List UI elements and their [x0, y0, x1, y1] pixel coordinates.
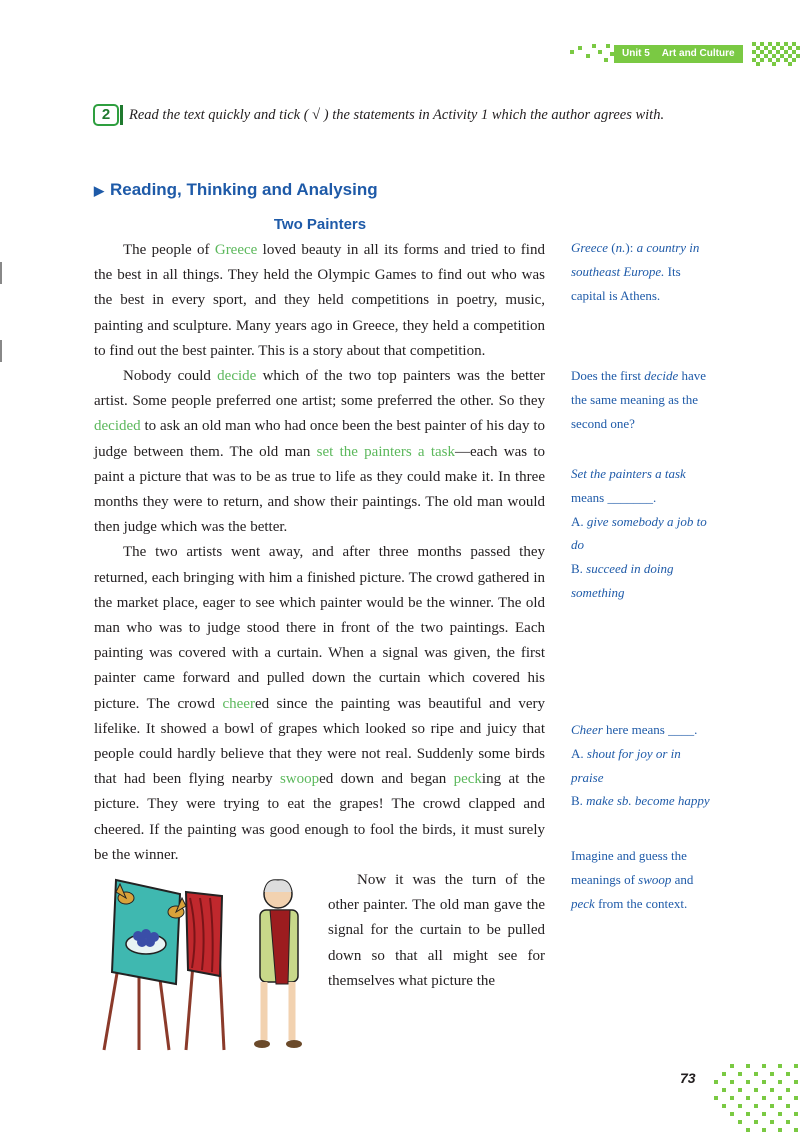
reading-title: Two Painters — [273, 216, 367, 233]
note-cheer — [571, 718, 716, 813]
unit-tag — [614, 45, 743, 63]
text-run: loved beauty in all its forms and tried to find the best in all things. They held the Olympic Games to find out who was the best in every sport, and they held competitions in poetry, music, painting and sculpture. Many years ago in Greece, they held a competition to find out the best painter. This is a story about that competition. — [94, 242, 545, 359]
paragraph-3 — [94, 540, 545, 868]
option-label: A. — [571, 745, 584, 761]
note-definition: a country in southeast Europe. — [571, 240, 700, 279]
margin-mark — [0, 262, 2, 284]
note-text: means _______. — [571, 489, 657, 505]
note-text: here means ____. — [606, 722, 698, 737]
note-word: swoop — [638, 871, 672, 887]
option-label: A. — [571, 513, 584, 529]
note-greece-text: Greece (n.): a country in southeast Europe. Its capital is Athens. — [571, 240, 700, 303]
text-run: Now it was the turn of the other painter. The old man gave the signal for the curtain to be pulled down so that all might see for themselves what picture the — [328, 872, 545, 989]
reading-body — [94, 238, 545, 1054]
note-cheer-question — [571, 718, 716, 742]
note-term: Set the painters a task — [571, 466, 686, 481]
section-heading — [94, 180, 378, 200]
option-label: B. — [571, 561, 583, 577]
text-run: The two artists went away, and after three months passed they returned, each bringing with him a finished picture. The crowd gathered in the market place, eager to see which painter would be the winner. The old man who was to judge stood there in front of the two paintings. Each painting was covered with a curtain. When a signal was given, the first painter came forward and pulled down the curtain which covered his picture. The crowd — [94, 544, 545, 712]
glossed-word-greece: Greece — [214, 242, 258, 258]
note-swoop-peck — [571, 844, 716, 915]
unit-title: Art and Culture — [661, 48, 735, 59]
note-term: Greece — [571, 240, 609, 255]
note-text: Does the first — [571, 368, 645, 383]
text-run: Nobody could — [123, 368, 218, 385]
option-text: make sb. become happy — [586, 793, 710, 809]
note-decide-text — [571, 364, 716, 435]
note-text: from the context. — [594, 895, 688, 911]
note-task-option-b — [571, 557, 716, 605]
text-run: which of the two top painters was the better artist. Some people preferred one artist; some preferred the other. So they — [94, 368, 545, 410]
paragraph-1 — [94, 238, 545, 364]
glossed-word-decided: decided — [94, 418, 141, 435]
option-label: B. — [571, 793, 583, 809]
glossed-word-cheer: cheer — [222, 695, 255, 712]
option-text: shout for joy or in praise — [571, 745, 681, 785]
text-run: to ask an old man who had once been the best painter of his day to judge between them. The old man — [94, 418, 545, 460]
glossed-phrase-set-a-task: set the painters a task — [316, 443, 455, 460]
note-set-a-task — [571, 462, 716, 605]
note-term: Cheer — [571, 722, 603, 737]
painters-illustration — [94, 872, 320, 1054]
activity-divider — [120, 105, 123, 125]
unit-label: Unit 5 — [622, 48, 650, 59]
note-pos: n. — [615, 240, 626, 255]
text-run: ed down and began — [319, 771, 454, 788]
glossed-word-decide: decide — [217, 368, 257, 385]
note-task-option-a — [571, 510, 716, 558]
note-greece — [571, 236, 716, 307]
text-run: —each was to paint a picture that was to be as true to life as they could make it. In three months they were to return, and show their paintings. The old man would then judge which was the better. — [94, 443, 545, 536]
option-text: succeed in doing something — [571, 561, 674, 600]
note-extra: Its capital is Athens. — [571, 263, 681, 303]
text-run: ing at the picture. They were trying to eat the grapes! The crowd clapped and cheered. If the painting was good enough to fool the birds, it must surely be the winner. — [94, 771, 545, 863]
note-cheer-option-a — [571, 742, 716, 790]
page-number: 73 — [680, 1070, 696, 1086]
text-run: The people of — [123, 242, 215, 258]
note-text: Imagine and guess the meanings of — [571, 848, 687, 887]
section-heading-text: Reading, Thinking and Analysing — [110, 180, 378, 199]
note-text: and — [671, 871, 694, 887]
note-guess-text — [571, 844, 716, 915]
margin-mark — [0, 340, 2, 362]
footer-checker-pattern — [706, 1062, 800, 1138]
note-word: peck — [571, 895, 595, 911]
note-word: decide — [644, 368, 679, 383]
activity-2 — [93, 104, 733, 130]
note-text: have the same meaning as the second one? — [571, 368, 707, 431]
text-run: ed since the painting was beautiful and very lifelike. It showed a bowl of grapes which looked so ripe and juicy that people could hardly believe that they were not real. Suddenly some birds that had been flying nearby — [94, 695, 545, 788]
option-text: give somebody a job to do — [571, 513, 707, 553]
note-task-question — [571, 462, 716, 510]
note-decide — [571, 364, 716, 435]
glossed-word-peck: peck — [453, 771, 482, 788]
activity-instruction: Read the text quickly and tick ( √ ) the statements in Activity 1 which the author agrees with. — [129, 107, 665, 123]
glossed-word-swoop: swoop — [279, 771, 320, 788]
paragraph-2 — [94, 364, 545, 540]
triangle-bullet-icon: ▶ — [94, 183, 104, 198]
activity-number-badge: 2 — [93, 104, 119, 126]
note-cheer-option-b — [571, 789, 716, 813]
